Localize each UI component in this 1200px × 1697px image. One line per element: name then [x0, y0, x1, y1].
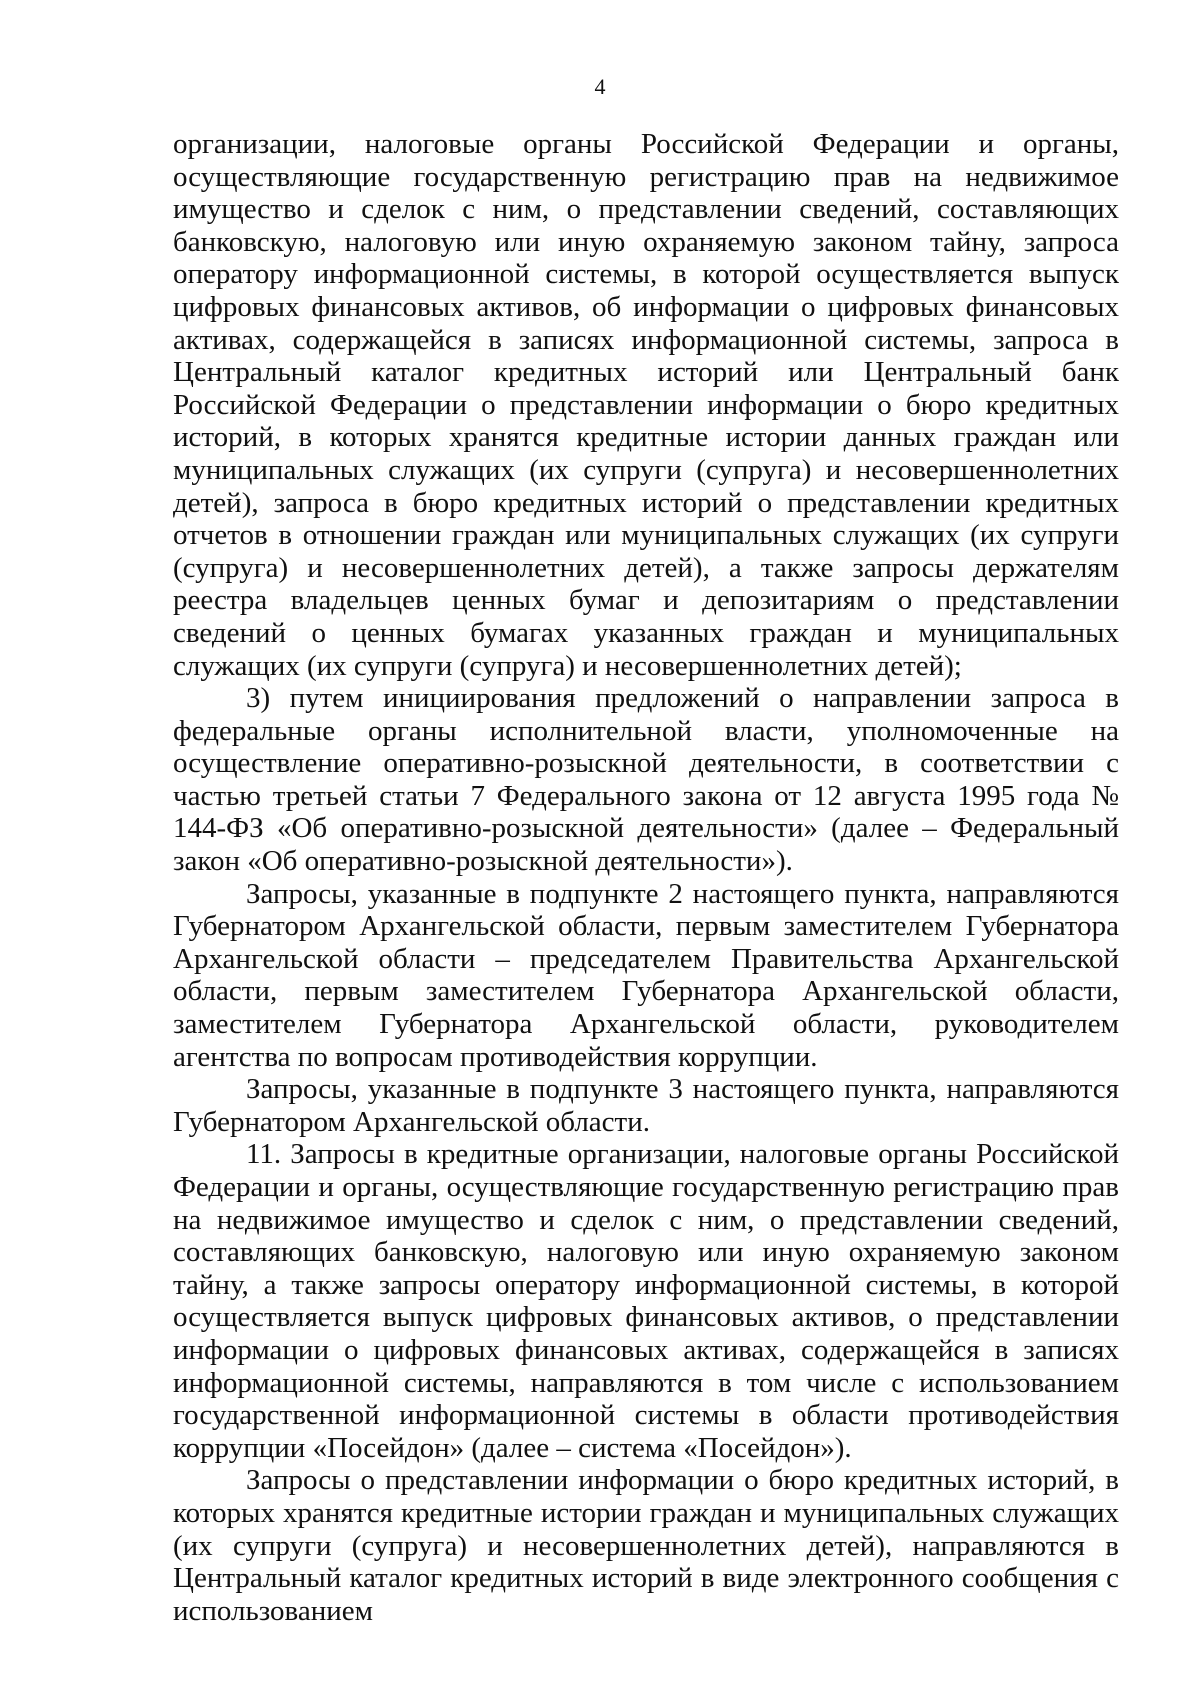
paragraph-subpoint-3: 3) путем инициирования предложений о направлении запроса в федеральные органы исполнительной власти, уполномоченные на осуществление оперативно-розыскной деятельности, в соответствии с частью третьей статьи 7 Федерального закона от 12 августа 1995 года № 144-ФЗ «Об оперативно-розыскной деятельности» (далее – Федеральный закон «Об оперативно-розыскной деятельности»).	[173, 682, 1119, 878]
page-number: 4	[594, 74, 606, 99]
paragraph-requests-subpoint-3: Запросы, указанные в подпункте 3 настоящего пункта, направляются Губернатором Архангельской области.	[173, 1073, 1119, 1138]
paragraph-point-11: 11. Запросы в кредитные организации, налоговые органы Российской Федерации и органы, осуществляющие государственную регистрацию прав на недвижимое имущество и сделок с ним, о представлении сведений, составляющих банковскую, налоговую или иную охраняемую законом тайну, а также запросы оператору информационной системы, в которой осуществляется выпуск цифровых финансовых активов, о представлении информации о цифровых финансовых активах, содержащейся в записях информационной системы, направляются в том числе с использованием государственной информационной системы в области противодействия коррупции «Посейдон» (далее – система «Посейдон»).	[173, 1138, 1119, 1464]
document-body	[173, 128, 1119, 1627]
paragraph-continuation: организации, налоговые органы Российской Федерации и органы, осуществляющие государственную регистрацию прав на недвижимое имущество и сделок с ним, о представлении сведений, составляющих банковскую, налоговую или иную охраняемую законом тайну, запроса оператору информационной системы, в которой осуществляется выпуск цифровых финансовых активов, об информации о цифровых финансовых активах, содержащейся в записях информационной системы, запроса в Центральный каталог кредитных историй или Центральный банк Российской Федерации о представлении информации о бюро кредитных историй, в которых хранятся кредитные истории данных граждан или муниципальных служащих (их супруги (супруга) и несовершеннолетних детей), запроса в бюро кредитных историй о представлении кредитных отчетов в отношении граждан или муниципальных служащих (их супруги (супруга) и несовершеннолетних детей), а также запросы держателям реестра владельцев ценных бумаг и депозитариям о представлении сведений о ценных бумагах указанных граждан и муниципальных служащих (их супруги (супруга) и несовершеннолетних детей);	[173, 128, 1119, 682]
paragraph-credit-history-requests: Запросы о представлении информации о бюро кредитных историй, в которых хранятся кредитные истории граждан и муниципальных служащих (их супруги (супруга) и несовершеннолетних детей), направляются в Центральный каталог кредитных историй в виде электронного сообщения с использованием	[173, 1464, 1119, 1627]
paragraph-requests-subpoint-2: Запросы, указанные в подпункте 2 настоящего пункта, направляются Губернатором Архангельской области, первым заместителем Губернатора Архангельской области – председателем Правительства Архангельской области, первым заместителем Губернатора Архангельской области, заместителем Губернатора Архангельской области, руководителем агентства по вопросам противодействия коррупции.	[173, 877, 1119, 1073]
